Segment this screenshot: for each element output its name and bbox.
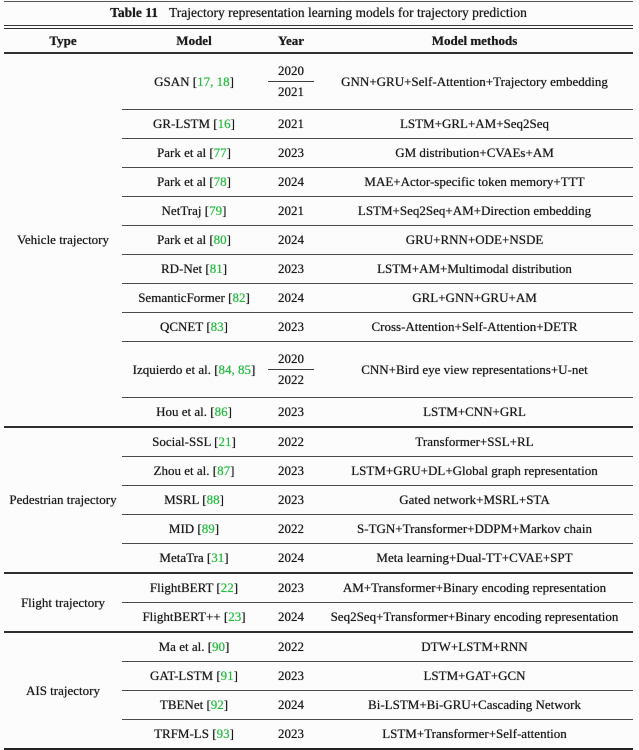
model-cell — [122, 53, 266, 110]
methods-cell: LSTM+AM+Multimodal distribution — [316, 255, 633, 284]
citation-ref[interactable]: 22 — [220, 580, 234, 596]
citation-ref[interactable]: 16 — [217, 116, 231, 132]
methods-cell: LSTM+GRL+AM+Seq2Seq — [316, 110, 633, 139]
model-name: TBENet [ — [159, 697, 211, 713]
model-name-close: ] — [214, 521, 220, 537]
year-divider-line — [268, 369, 314, 370]
group-flight-trajectory — [4, 573, 633, 632]
table-row — [4, 632, 633, 662]
citation-ref[interactable]: 81 — [209, 261, 223, 277]
year-cell: 2023 — [266, 398, 316, 428]
model-cell — [122, 313, 266, 342]
year-stack — [266, 351, 316, 388]
methods-cell: LSTM+CNN+GRL — [316, 398, 633, 428]
model-cell — [122, 662, 266, 691]
year-cell: 2024 — [266, 226, 316, 255]
citation-ref[interactable]: 21 — [218, 434, 232, 450]
methods-cell: Gated network+MSRL+STA — [316, 486, 633, 515]
year-cell: 2023 — [266, 486, 316, 515]
model-cell — [122, 342, 266, 398]
header-model: Model — [122, 29, 266, 53]
methods-cell: GM distribution+CVAEs+AM — [316, 139, 633, 168]
model-cell — [122, 168, 266, 197]
model-name: MetaTra [ — [159, 550, 212, 566]
type-cell: Flight trajectory — [4, 573, 122, 632]
model-name: GAT-LSTM [ — [149, 668, 221, 684]
citation-ref[interactable]: 86 — [214, 404, 228, 420]
model-name: GR-LSTM [ — [153, 116, 218, 132]
header-methods: Model methods — [316, 29, 633, 53]
model-name-close: ] — [241, 609, 246, 625]
model-cell — [122, 110, 266, 139]
table-caption-title: Trajectory representation learning models for trajectory prediction — [169, 5, 527, 20]
model-name: RD-Net [ — [160, 261, 210, 277]
model-name-close: ] — [227, 404, 232, 420]
citation-ref[interactable]: 80 — [213, 232, 227, 248]
model-name-close: ] — [233, 668, 238, 684]
model-cell — [122, 691, 266, 720]
year-top: 2020 — [278, 63, 304, 79]
year-cell — [266, 342, 316, 398]
model-name: FlightBERT [ — [149, 580, 221, 596]
citation-ref[interactable]: 88 — [206, 492, 220, 508]
citation-ref[interactable]: 84, 85 — [218, 361, 252, 377]
model-name: Park et al [ — [156, 232, 214, 248]
model-cell — [122, 573, 266, 603]
model-cell — [122, 515, 266, 544]
model-name: QCNET [ — [159, 319, 211, 335]
citation-ref[interactable]: 90 — [212, 639, 226, 655]
citation-ref[interactable]: 82 — [232, 290, 246, 306]
methods-cell: LSTM+GAT+GCN — [316, 662, 633, 691]
model-name-close: ] — [226, 232, 231, 248]
table-row — [4, 53, 633, 110]
methods-cell: AM+Transformer+Binary encoding representation — [316, 573, 633, 603]
table-header — [4, 29, 633, 53]
year-cell: 2023 — [266, 720, 316, 750]
year-cell: 2023 — [266, 662, 316, 691]
year-cell: 2023 — [266, 313, 316, 342]
methods-cell: Cross-Attention+Self-Attention+DETR — [316, 313, 633, 342]
year-cell: 2024 — [266, 168, 316, 197]
model-name-close: ] — [222, 261, 228, 277]
trajectory-models-table — [4, 29, 633, 750]
methods-cell: S-TGN+Transformer+DDPM+Markov chain — [316, 515, 633, 544]
type-cell: AIS trajectory — [4, 632, 122, 749]
year-bottom: 2022 — [278, 372, 304, 388]
model-name-close: ] — [223, 319, 229, 335]
methods-cell: LSTM+Seq2Seq+AM+Direction embedding — [316, 197, 633, 226]
citation-ref[interactable]: 87 — [217, 463, 231, 479]
group-ais-trajectory — [4, 632, 633, 749]
group-pedestrian-trajectory — [4, 427, 633, 573]
year-cell: 2024 — [266, 691, 316, 720]
model-name-close: ] — [230, 463, 235, 479]
year-cell: 2022 — [266, 427, 316, 457]
year-cell: 2024 — [266, 284, 316, 313]
model-name: Izquierdo et al. [ — [132, 361, 219, 377]
model-cell — [122, 255, 266, 284]
model-name-close: ] — [231, 434, 236, 450]
year-cell: 2023 — [266, 255, 316, 284]
model-name-close: ] — [233, 580, 239, 596]
year-cell — [266, 53, 316, 110]
model-name-close: ] — [225, 639, 230, 655]
model-cell — [122, 544, 266, 574]
year-cell: 2022 — [266, 515, 316, 544]
year-cell: 2023 — [266, 139, 316, 168]
model-cell — [122, 632, 266, 662]
model-cell — [122, 197, 266, 226]
citation-ref[interactable]: 31 — [211, 550, 225, 566]
model-name: Hou et al. [ — [156, 404, 215, 420]
model-cell — [122, 486, 266, 515]
model-name: Zhou et al. [ — [153, 463, 218, 479]
citation-ref[interactable]: 83 — [210, 319, 224, 335]
methods-cell: DTW+LSTM+RNN — [316, 632, 633, 662]
citation-ref[interactable]: 17, 18 — [197, 73, 230, 89]
model-name: Park et al [ — [156, 145, 214, 161]
model-cell — [122, 427, 266, 457]
model-name: MSRL [ — [164, 492, 207, 508]
model-name-close: ] — [230, 116, 235, 132]
methods-cell: Seq2Seq+Transformer+Binary encoding representation — [316, 603, 633, 633]
citation-ref[interactable]: 23 — [228, 609, 242, 625]
year-divider-line — [268, 81, 314, 82]
year-cell: 2022 — [266, 632, 316, 662]
year-cell: 2023 — [266, 573, 316, 603]
header-row — [4, 29, 633, 53]
year-stack — [266, 63, 316, 100]
table-row — [4, 573, 633, 603]
model-name: Social-SSL [ — [152, 434, 219, 450]
model-name-close: ] — [226, 145, 231, 161]
methods-cell: Bi-LSTM+Bi-GRU+Cascading Network — [316, 691, 633, 720]
methods-cell: GRU+RNN+ODE+NSDE — [316, 226, 633, 255]
model-name-close: ] — [224, 550, 229, 566]
methods-cell: GNN+GRU+Self-Attention+Trajectory embedding — [316, 53, 633, 110]
year-cell: 2024 — [266, 544, 316, 574]
group-vehicle-trajectory — [4, 53, 633, 427]
type-cell: Vehicle trajectory — [4, 53, 122, 427]
year-cell: 2021 — [266, 110, 316, 139]
year-bottom: 2021 — [278, 84, 304, 100]
year-cell: 2024 — [266, 603, 316, 633]
methods-cell: Meta learning+Dual-TT+CVAE+SPT — [316, 544, 633, 574]
methods-cell: MAE+Actor-specific token memory+TTT — [316, 168, 633, 197]
citation-ref[interactable]: 91 — [220, 668, 234, 684]
model-name: SemanticFormer [ — [138, 290, 233, 306]
methods-cell: CNN+Bird eye view representations+U-net — [316, 342, 633, 398]
citation-ref[interactable]: 78 — [213, 174, 227, 190]
model-name-close: ] — [229, 726, 234, 742]
model-name-close: ] — [245, 290, 250, 306]
year-cell: 2021 — [266, 197, 316, 226]
model-name-close: ] — [219, 492, 224, 508]
year-top: 2020 — [278, 351, 304, 367]
table-row — [4, 427, 633, 457]
citation-ref[interactable]: 92 — [210, 697, 224, 713]
model-name-close: ] — [251, 361, 256, 377]
model-name: Ma et al. [ — [158, 639, 213, 655]
table-caption-label: Table 11 — [110, 5, 158, 20]
methods-cell: LSTM+GRU+DL+Global graph representation — [316, 457, 633, 486]
citation-ref[interactable]: 93 — [216, 726, 230, 742]
methods-cell: LSTM+Transformer+Self-attention — [316, 720, 633, 750]
citation-ref[interactable]: 79 — [209, 203, 223, 219]
model-cell — [122, 398, 266, 428]
citation-ref[interactable]: 77 — [213, 145, 227, 161]
model-name: FlightBERT++ [ — [142, 609, 229, 625]
model-cell — [122, 603, 266, 633]
citation-ref[interactable]: 89 — [201, 521, 215, 537]
model-name-close: ] — [226, 174, 231, 190]
header-type: Type — [4, 29, 122, 53]
year-cell: 2023 — [266, 457, 316, 486]
model-name-close: ] — [222, 203, 227, 219]
model-cell — [122, 284, 266, 313]
methods-cell: GRL+GNN+GRU+AM — [316, 284, 633, 313]
model-name: GSAN [ — [154, 73, 198, 89]
model-name: NetTraj [ — [161, 203, 210, 219]
methods-cell: Transformer+SSL+RL — [316, 427, 633, 457]
type-cell: Pedestrian trajectory — [4, 427, 122, 573]
model-name-close: ] — [223, 697, 229, 713]
header-year: Year — [266, 29, 316, 53]
table-caption — [4, 2, 633, 24]
model-name-close: ] — [229, 73, 234, 89]
model-name: TRFM-LS [ — [154, 726, 217, 742]
model-cell — [122, 139, 266, 168]
model-name: Park et al [ — [156, 174, 214, 190]
model-name: MID [ — [168, 521, 202, 537]
model-cell — [122, 457, 266, 486]
model-cell — [122, 226, 266, 255]
